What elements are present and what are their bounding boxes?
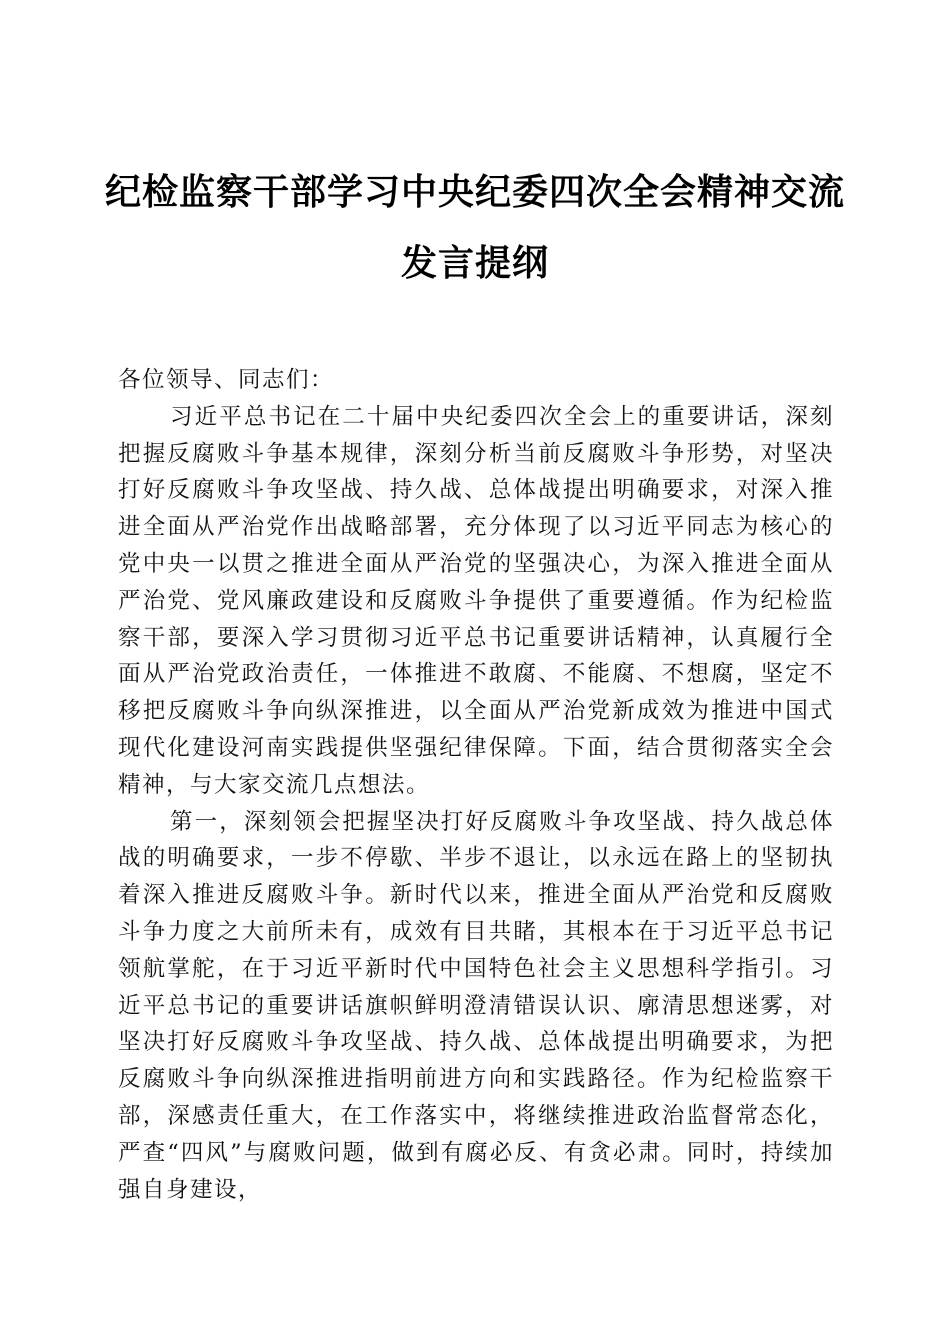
document-title-line-1: 纪检监察干部学习中央纪委四次全会精神交流 — [104, 171, 845, 213]
paragraph-1: 习近平总书记在二十届中央纪委四次全会上的重要讲话，深刻把握反腐败斗争基本规律，深刻分析当前反腐败斗争形势，对坚决打好反腐败斗争攻坚战、持久战、总体战提出明确要求，对深入推进全面从严治党作出战略部署，充分体现了以习近平同志为核心的党中央一以贯之推进全面从严治党的坚强决心，为深入推进全面从严治党、党风廉政建设和反腐败斗争提供了重要遵循。作为纪检监察干部，要深入学习贯彻习近平总书记重要讲话精神，认真履行全面从严治党政治责任，一体推进不敢腐、不能腐、不想腐，坚定不移把反腐败斗争向纵深推进，以全面从严治党新成效为推进中国式现代化建设河南实践提供坚强纪律保障。下面，结合贯彻落实全会精神，与大家交流几点想法。 — [118, 403, 834, 798]
paragraph-2: 第一，深刻领会把握坚决打好反腐败斗争攻坚战、持久战总体战的明确要求，一步不停歇、半步不退让，以永远在路上的坚韧执着深入推进反腐败斗争。新时代以来，推进全面从严治党和反腐败斗争力度之大前所未有，成效有目共睹，其根本在于习近平总书记领航掌舵，在于习近平新时代中国特色社会主义思想科学指引。习近平总书记的重要讲话旗帜鲜明澄清错误认识、廓清思想迷雾，对坚决打好反腐败斗争攻坚战、持久战、总体战提出明确要求，为把反腐败斗争向纵深推进指明前进方向和实践路径。作为纪检监察干部，深感责任重大，在工作落实中，将继续推进政治监督常态化，严查“四风”与腐败问题，做到有腐必反、有贪必肃。同时，持续加强自身建设， — [118, 808, 834, 1203]
document-title-line-2: 发言提纲 — [400, 242, 549, 284]
salutation: 各位领导、同志们： — [118, 367, 335, 393]
document-body — [118, 362, 834, 1208]
